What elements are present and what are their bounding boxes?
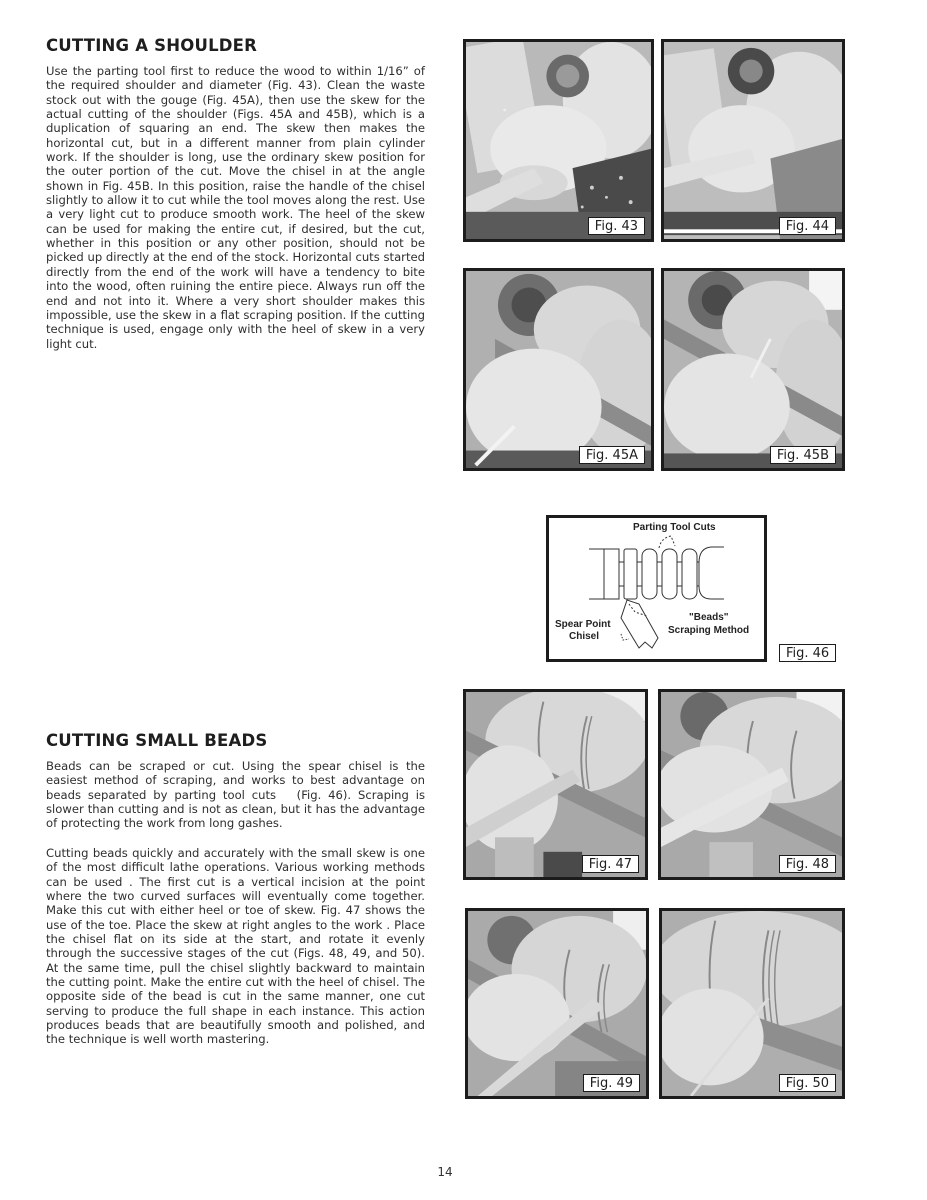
photo-skew-heel-finish	[662, 911, 842, 1096]
figure-49	[465, 908, 649, 1099]
stock-right-end	[699, 547, 724, 599]
figure-43	[463, 39, 654, 242]
photo-skew-flat-start	[661, 692, 842, 877]
paragraph-cutting-a-shoulder: Use the parting tool first to reduce the wood to within 1/16” of the required shoulder and diameter (Fig. 43). Clean the waste stock out with the gouge (Fig. 45A), then use the skew for the actual cutting of the shoulder (Figs. 45A and 45B), which is a duplication of squaring an end. The skew then makes the horizontal cut, but in a different manner from plain cylinder work. If the shoulder is long, use the ordinary skew position for the outer portion of the cut. Move the chisel in at the angle shown in Fig. 45B. In this position, raise the handle of the chisel slightly to allow it to cut while the tool moves along the rest. Use a very light cut to produce smooth work. The heel of the skew can be used for making the entire cut, if desired, but the cut, whether in this position or any other position, should not be picked up directly at the end of the stock. Horizontal cuts started directly from the end of the work will have a tendency to bite into the wood, often ruining the entire piece. Always run off the end and not into it. Where a very short shoulder makes this impossible, use the skew in a flat scraping position. If the cutting technique is used, engage only with the heel of skew in a very light cut.	[46, 64, 425, 351]
figure-label: Fig. 45B	[770, 446, 836, 464]
stock-left-end	[589, 549, 604, 599]
figure-label: Fig. 44	[779, 217, 836, 235]
photo-skew-toe-incision	[466, 692, 645, 877]
bead-2	[642, 549, 657, 599]
figure-label: Fig. 47	[582, 855, 639, 873]
photo-lathe-gouge	[664, 42, 842, 239]
figure-46-diagram	[546, 515, 767, 662]
photo-lathe-parting-tool	[466, 42, 651, 239]
figure-label: Fig. 45A	[579, 446, 645, 464]
figure-47	[463, 689, 648, 880]
figure-46-label: Fig. 46	[779, 644, 836, 662]
spear-point-chisel	[621, 600, 658, 648]
annotation-beads-line1: "Beads"	[689, 612, 729, 623]
bead-3	[662, 549, 677, 599]
figure-label: Fig. 50	[779, 1074, 836, 1092]
section-heading-cutting-small-beads: CUTTING SMALL BEADS	[46, 731, 268, 750]
figure-50	[659, 908, 845, 1099]
bead-4	[682, 549, 697, 599]
annotation-beads-line2: Scraping Method	[668, 625, 750, 636]
page-number: 14	[437, 1165, 453, 1179]
photo-skew-angle	[664, 271, 842, 468]
bead-1	[624, 549, 637, 599]
figure-label: Fig. 49	[583, 1074, 640, 1092]
photo-skew-shoulder	[466, 271, 651, 468]
figure-45a	[463, 268, 654, 471]
figure-label: Fig. 43	[588, 217, 645, 235]
annotation-spear-point-line1: Spear Point	[555, 619, 611, 630]
section-heading-cutting-a-shoulder: CUTTING A SHOULDER	[46, 36, 258, 55]
paragraph-beads-cutting: Cutting beads quickly and accurately with the small skew is one of the most difficult lathe operations. Various working methods can be used . The first cut is a vertical incision at the point where the two curved surfaces will eventually come together. Make this cut with either heel or toe of skew. Fig. 47 shows the use of the toe. Place the skew at right angles to the work . Place the chisel flat on its side at the start, and rotate it evenly through the successive stages of the cut (Figs. 48, 49, and 50). At the same time, pull the chisel slightly backward to maintain the cutting point. Make the entire cut with the heel of chisel. The opposite side of the bead is cut in the same manner, one cut serving to produce the full shape in each instance. This action produces beads that are beautifully smooth and polished, and the technique is well worth mastering.	[46, 846, 425, 1047]
photo-skew-rotating	[468, 911, 646, 1096]
figure-45b	[661, 268, 845, 471]
figure-48	[658, 689, 845, 880]
parting-cut-leader	[659, 536, 675, 548]
paragraph-beads-scraping: Beads can be scraped or cut. Using the spear chisel is the easiest method of scraping, and works to best advantage on beads separated by parting tool cuts (Fig. 46). Scraping is slower than cutting and is not as clean, but it has the advantage of protecting the work from long gashes.	[46, 759, 425, 831]
figure-44	[661, 39, 845, 242]
annotation-parting-tool-cuts: Parting Tool Cuts	[633, 522, 716, 533]
annotation-spear-point-line2: Chisel	[569, 631, 600, 642]
figure-label: Fig. 48	[779, 855, 836, 873]
square-section	[604, 549, 619, 599]
